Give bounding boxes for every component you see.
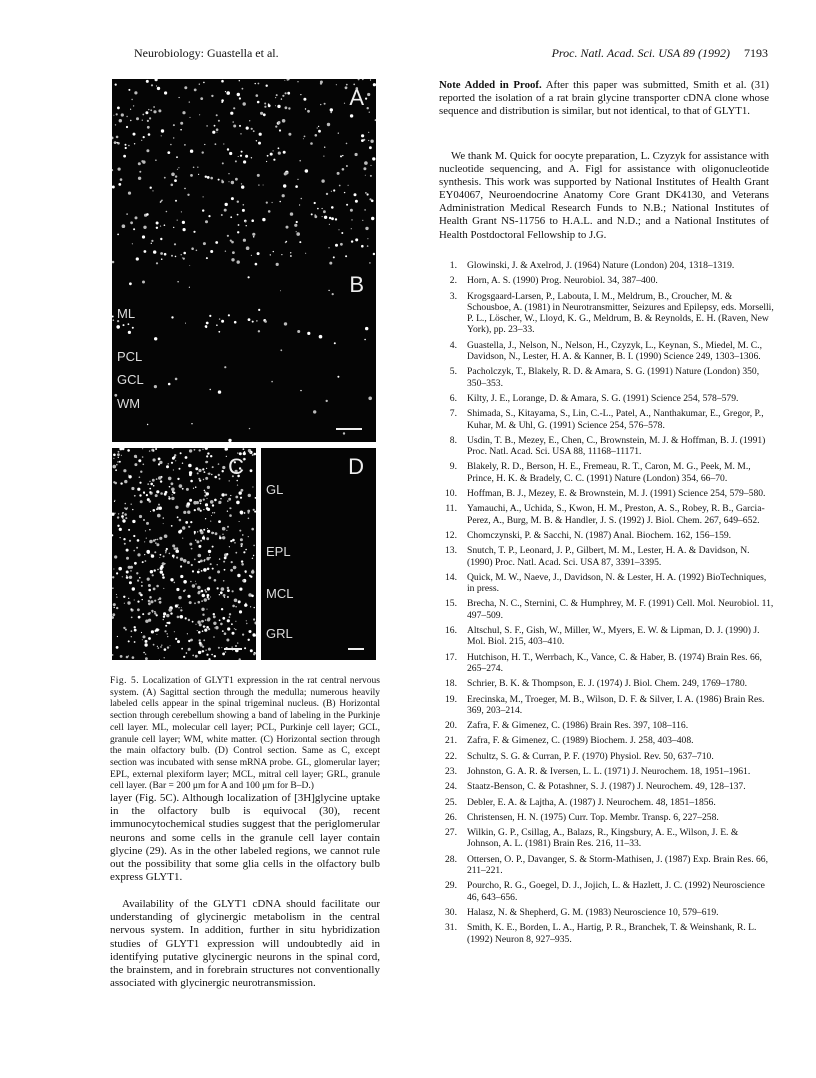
reference-number: 31. xyxy=(445,922,457,934)
reference-text: Shimada, S., Kitayama, S., Lin, C.-L., Patel, A., Nanthakumar, E., Gregor, P., Kuhar, M. & Uhl, G. (1991) Science 254, 576–578. xyxy=(467,408,764,431)
scale-bar xyxy=(224,648,242,650)
reference-number: 26. xyxy=(445,811,457,823)
figure-caption xyxy=(110,676,380,793)
reference-item xyxy=(439,435,774,458)
reference-item xyxy=(439,488,774,499)
reference-item xyxy=(439,461,774,484)
figure-panel-c xyxy=(112,448,256,660)
reference-text: Glowinski, J. & Axelrod, J. (1964) Nature (London) 204, 1318–1319. xyxy=(467,260,735,271)
panel-b-letter: B xyxy=(349,272,364,297)
body-paragraph: layer (Fig. 5C). Although localization of [3H]glycine uptake in the olfactory bulb is equivocal (30), recent immunocytochemical studies suggest that the periglomerular neurons and some cells in the granule cell layer contain glycine (29). As in the other labeled regions, we cannot rule out the possibility that some glia cells in the olfactory bulb express GLYT1. xyxy=(110,792,380,884)
reference-text: Zafra, F. & Gimenez, C. (1986) Brain Res. 397, 108–116. xyxy=(467,720,689,732)
note-label: Note Added in Proof. xyxy=(439,79,542,91)
reference-number: 2. xyxy=(449,275,457,287)
figure-panel-b xyxy=(112,266,376,442)
layer-label-pcl: PCL xyxy=(117,349,143,364)
reference-item xyxy=(439,720,774,731)
reference-text: Christensen, H. N. (1975) Curr. Top. Membr. Transp. 6, 227–258. xyxy=(467,811,719,823)
reference-item xyxy=(439,781,774,792)
reference-item xyxy=(439,880,774,903)
reference-text: Quick, M. W., Naeve, J., Davidson, N. & Lester, H. A. (1992) BioTechniques, in press. xyxy=(467,571,767,595)
scale-bar xyxy=(348,648,364,650)
reference-number: 21. xyxy=(445,735,457,747)
reference-text: Altschul, S. F., Gish, W., Miller, W., Myers, E. W. & Lipman, D. J. (1990) J. Mol. Biol. 215, 403–410. xyxy=(467,625,760,648)
reference-text: Krogsgaard-Larsen, P., Labouta, I. M., Meldrum, B., Croucher, M. & Schousboe, A. (1981) in Neurotransmitter, Seizures and Epilepsy, eds. Morselli, P. L., Löscher, W., Lloyd, K. G., Meldrum, B. & Reynolds, E. H. (Raven, New York), pp. 23–33. xyxy=(467,290,774,336)
reference-number: 4. xyxy=(449,339,457,351)
reference-item xyxy=(439,922,774,945)
caption-text: Localization of GLYT1 expression in the rat central nervous system. (A) Sagittal section through the medulla; numerous heavily labeled cells appear in the spinal trigeminal nucleus. (B) Horizontal section through cerebellum showing a band of labeling in the Purkinje cell layer. ML, molecular cell layer; PCL, Purkinje cell layer; GCL, granule cell layer; WM, white matter. (C) Horizontal section through the main olfactory bulb. (D) Control section. Same as C, except section was incubated with sense mRNA probe. GL, glomerular layer; EPL, external plexiform layer; MCL, mitral cell layer; GRL, granule cell layer. (Bar = 200 μm for A and 100 μm for B–D.) xyxy=(110,676,380,792)
reference-number: 25. xyxy=(445,796,457,808)
reference-item xyxy=(439,827,774,850)
reference-text: Pourcho, R. G., Goegel, D. J., Jojich, L. & Hazlett, J. C. (1992) Neuroscience 46, 643–656. xyxy=(467,880,765,903)
reference-item xyxy=(439,854,774,877)
reference-text: Snutch, T. P., Leonard, J. P., Gilbert, M. M., Lester, H. A. & Davidson, N. (1990) Proc. Natl. Acad. Sci. USA 87, 3391–3395. xyxy=(467,545,750,568)
reference-text: Pacholczyk, T., Blakely, R. D. & Amara, S. G. (1991) Nature (London) 350, 350–353. xyxy=(467,366,760,389)
reference-item xyxy=(439,340,774,363)
reference-text: Kilty, J. E., Lorange, D. & Amara, S. G. (1991) Science 254, 578–579. xyxy=(467,392,739,404)
reference-number: 10. xyxy=(445,488,457,500)
reference-text: Blakely, R. D., Berson, H. E., Fremeau, R. T., Caron, M. G., Peek, M. M., Prince, H. K. & Bradely, C. C. (1991) Nature (London) 354, 66–70. xyxy=(467,461,751,484)
reference-text: Staatz-Benson, C. & Potashner, S. J. (1987) J. Neurochem. 49, 128–137. xyxy=(467,781,746,793)
panel-b-micrograph xyxy=(112,266,376,442)
reference-number: 3. xyxy=(449,290,457,302)
reference-number: 13. xyxy=(445,545,457,557)
reference-number: 9. xyxy=(449,461,457,473)
reference-text: Yamauchi, A., Uchida, S., Kwon, H. M., Preston, A. S., Robey, R. B., Garcia-Perez, A., Burg, M. B. & Handler, J. S. (1992) J. Biol. Chem. 267, 649–652. xyxy=(467,503,765,526)
reference-number: 22. xyxy=(445,750,457,762)
reference-list xyxy=(439,260,774,949)
reference-text: Horn, A. S. (1990) Prog. Neurobiol. 34, 387–400. xyxy=(467,275,658,287)
reference-item xyxy=(439,291,774,336)
reference-item xyxy=(439,260,774,271)
reference-text: Hoffman, B. J., Mezey, E. & Brownstein, M. J. (1991) Science 254, 579–580. xyxy=(467,488,766,500)
reference-text: Smith, K. E., Borden, L. A., Hartig, P. R., Branchek, T. & Weinshank, R. L. (1992) Neuron 8, 927–935. xyxy=(467,922,757,945)
layer-label-wm: WM xyxy=(117,396,141,411)
reference-item xyxy=(439,530,774,541)
reference-text: Brecha, N. C., Sternini, C. & Humphrey, M. F. (1991) Cell. Mol. Neurobiol. 11, 497–509. xyxy=(467,598,774,621)
scale-bar xyxy=(336,428,362,430)
reference-item xyxy=(439,625,774,648)
reference-item xyxy=(439,735,774,746)
reference-number: 16. xyxy=(445,625,457,637)
reference-item xyxy=(439,503,774,526)
caption-label: Fig. 5. xyxy=(110,676,140,686)
running-head-left: Neurobiology: Guastella et al. xyxy=(134,46,279,60)
reference-number: 20. xyxy=(445,720,457,732)
reference-item xyxy=(439,572,774,595)
reference-text: Schrier, B. K. & Thompson, E. J. (1974) J. Biol. Chem. 249, 1769–1780. xyxy=(467,678,748,690)
note-text: After this paper was submitted, Smith et al. (31) reported the isolation of a rat brain glycine transporter cDNA clone whose sequence and distribution is similar, but not identical, to that of GLYT1. xyxy=(439,79,769,118)
acknowledgment: We thank M. Quick for oocyte preparation, L. Czyzyk for assistance with nucleotide sequencing, and A. Figl for assistance with oligonucleotide synthesis. This work was supported by National Institutes of Health Grant EY04067, Neuroendocrine Anatomy Core Grant DK4130, and Veterans Administration Medical Research Funds to N.B.; National Institutes of Health Grant NS-11756 to H.A.L. and N.D.; and a National Institutes of Health Postdoctoral Fellowship to J.G. xyxy=(439,150,769,241)
journal-citation: Proc. Natl. Acad. Sci. USA 89 (1992) xyxy=(551,46,730,60)
reference-item xyxy=(439,812,774,823)
reference-text: Zafra, F. & Gimenez, C. (1989) Biochem. J. 258, 403–408. xyxy=(467,735,694,747)
reference-number: 19. xyxy=(445,693,457,705)
reference-text: Chomczynski, P. & Sacchi, N. (1987) Anal. Biochem. 162, 156–159. xyxy=(467,529,732,541)
reference-number: 11. xyxy=(445,503,457,515)
reference-number: 12. xyxy=(445,529,457,541)
reference-item xyxy=(439,366,774,389)
layer-label-gl: GL xyxy=(266,482,284,497)
reference-number: 24. xyxy=(445,781,457,793)
reference-text: Usdin, T. B., Mezey, E., Chen, C., Brownstein, M. J. & Hoffman, B. J. (1991) Proc. Natl. Acad. Sci. USA 88, 11168–11171. xyxy=(467,434,766,458)
reference-text: Johnston, G. A. R. & Iversen, L. L. (1971) J. Neurochem. 18, 1951–1961. xyxy=(467,765,751,777)
reference-number: 30. xyxy=(445,906,457,918)
reference-number: 14. xyxy=(445,571,457,583)
reference-number: 8. xyxy=(449,434,457,446)
reference-text: Erecinska, M., Troeger, M. B., Wilson, D. F. & Silver, I. A. (1986) Brain Res. 369, 203–214. xyxy=(467,693,765,716)
reference-item xyxy=(439,652,774,675)
figure-panel-d xyxy=(261,448,376,660)
panel-c-letter: C xyxy=(228,454,244,479)
layer-label-gcl: GCL xyxy=(117,372,144,387)
reference-number: 15. xyxy=(445,598,457,610)
reference-text: Halasz, N. & Shepherd, G. M. (1983) Neuroscience 10, 579–619. xyxy=(467,906,719,918)
reference-text: Hutchison, H. T., Werrbach, K., Vance, C. & Haber, B. (1974) Brain Res. 66, 265–274. xyxy=(467,651,762,674)
reference-number: 23. xyxy=(445,765,457,777)
reference-item xyxy=(439,751,774,762)
reference-number: 28. xyxy=(445,853,457,865)
layer-label-grl: GRL xyxy=(266,626,293,641)
running-head-right xyxy=(552,46,768,61)
reference-text: Guastella, J., Nelson, N., Nelson, H., Czyzyk, L., Keynan, S., Miedel, M. C., Davidson, N., Lester, H. A. & Kanner, B. I. (1990) Science 249, 1303–1306. xyxy=(467,339,762,363)
reference-item xyxy=(439,907,774,918)
layer-label-ml: ML xyxy=(117,306,136,321)
reference-item xyxy=(439,694,774,717)
note-added-in-proof xyxy=(439,79,769,118)
reference-number: 6. xyxy=(449,392,457,404)
reference-number: 5. xyxy=(449,366,457,378)
reference-number: 27. xyxy=(445,827,457,839)
reference-text: Debler, E. A. & Lajtha, A. (1987) J. Neurochem. 48, 1851–1856. xyxy=(467,796,716,808)
reference-number: 7. xyxy=(449,408,457,420)
reference-item xyxy=(439,408,774,431)
reference-text: Ottersen, O. P., Davanger, S. & Storm-Mathisen, J. (1987) Exp. Brain Res. 66, 211–221. xyxy=(467,853,768,877)
page-number: 7193 xyxy=(744,46,768,60)
layer-label-epl: EPL xyxy=(266,544,291,559)
reference-item xyxy=(439,797,774,808)
reference-text: Schultz, S. G. & Curran, P. F. (1970) Physiol. Rev. 50, 637–710. xyxy=(467,750,714,762)
reference-number: 18. xyxy=(445,678,457,690)
reference-item xyxy=(439,545,774,568)
reference-number: 17. xyxy=(445,651,457,663)
reference-item xyxy=(439,393,774,404)
reference-number: 1. xyxy=(449,260,457,271)
panel-d-letter: D xyxy=(348,454,364,479)
reference-item xyxy=(439,598,774,621)
reference-number: 29. xyxy=(445,880,457,892)
reference-item xyxy=(439,678,774,689)
reference-item xyxy=(439,766,774,777)
layer-label-mcl: MCL xyxy=(266,586,294,601)
reference-item xyxy=(439,275,774,286)
reference-text: Wilkin, G. P., Csillag, A., Balazs, R., Kingsbury, A. E., Wilson, J. E. & Johnson, A. L. (1981) Brain Res. 216, 11–33. xyxy=(467,827,739,850)
panel-a-letter: A xyxy=(349,85,364,110)
body-paragraph: Availability of the GLYT1 cDNA should facilitate our understanding of glycinergic metabolism in the central nervous system. In addition, further in situ hybridization studies of GLYT1 expression will undoubtedly aid in identifying putative glycinergic neurons in the spinal cord, the brainstem, and in forebrain structures not conventionally associated with glycinergic neurotransmission. xyxy=(110,898,380,990)
